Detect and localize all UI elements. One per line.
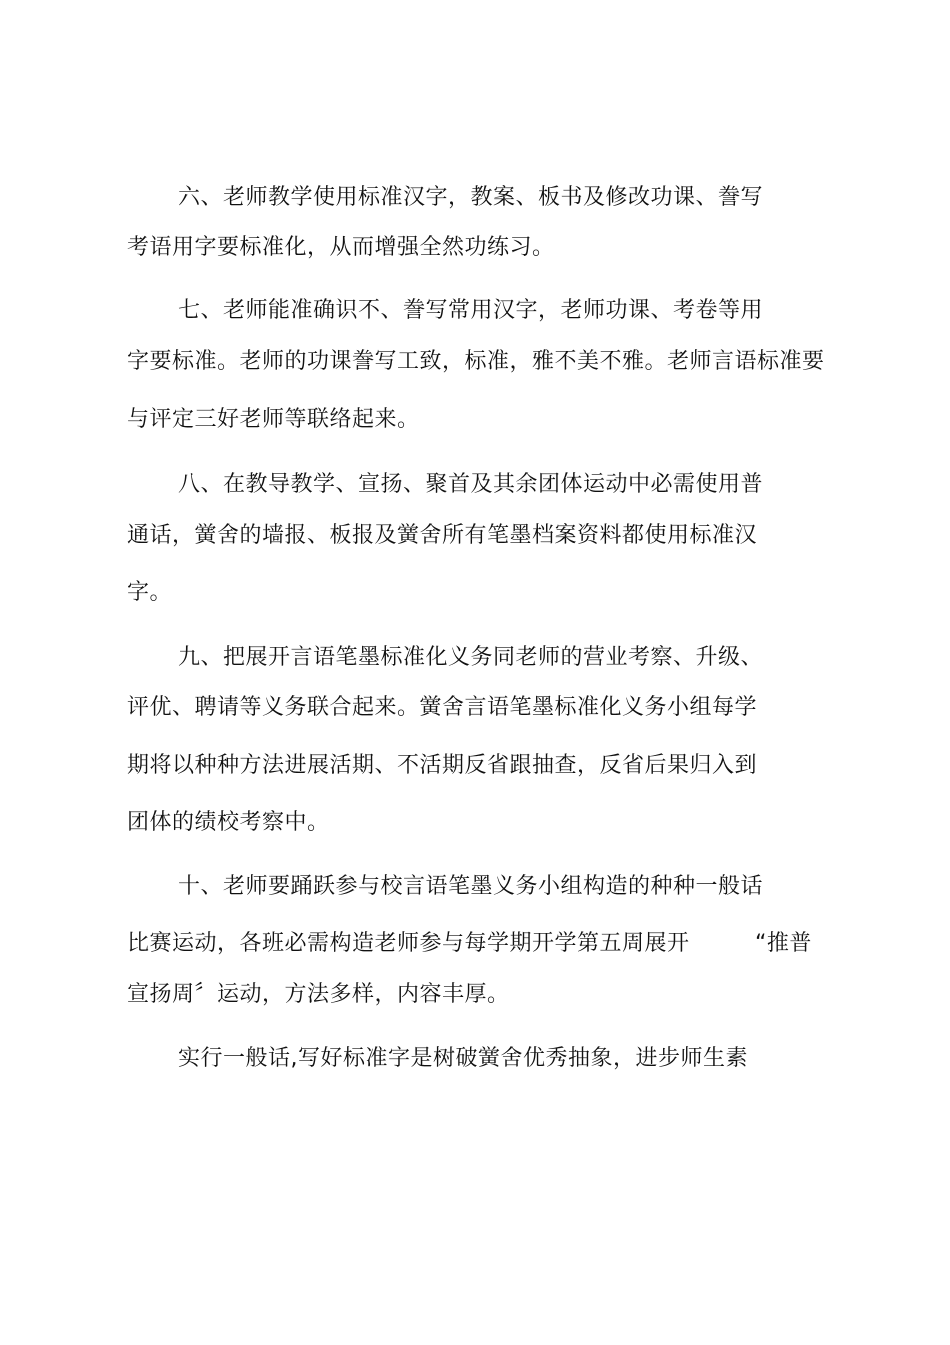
paragraph-8-line-1: 八、在教导教学、宣扬、聚首及其余团体运动中必需使用普 — [178, 472, 764, 497]
paragraph-9-line-1: 九、把展开言语笔墨标准化义务同老师的营业考察、升级、 — [178, 645, 764, 670]
paragraph-10-line-2: 比赛运动，各班必需构造老师参与每学期开学第五周展开 — [127, 931, 690, 956]
paragraph-10-line-1: 十、老师要踊跃参与校言语笔墨义务小组构造的种种一般话 — [178, 874, 764, 899]
paragraph-6-line-2: 考语用字要标准化，从而增强全然功练习。 — [127, 235, 555, 260]
paragraph-9-line-3: 期将以种种方法进展活期、不活期反省跟抽查，反省后果归入到 — [127, 753, 758, 778]
paragraph-7-line-2: 字要标准。老师的功课誊写工致，标准，雅不美不雅。老师言语标准要 — [127, 349, 825, 374]
paragraph-10-line-2-tail: “推普 — [755, 931, 812, 956]
paragraph-6-line-1: 六、老师教学使用标准汉字，教案、板书及修改功课、誊写 — [178, 185, 764, 210]
paragraph-7-line-1: 七、老师能准确识不、誊写常用汉字，老师功课、考卷等用 — [178, 298, 764, 323]
paragraph-10-line-3: 宣扬周〞运动，方法多样，内容丰厚。 — [127, 982, 510, 1007]
closing-paragraph-line-1: 实行一般话,写好标准字是树破黉舍优秀抽象，进步师生素 — [178, 1046, 748, 1071]
paragraph-8-line-3: 字。 — [127, 580, 173, 605]
paragraph-7-line-3: 与评定三好老师等联络起来。 — [127, 407, 420, 432]
paragraph-9-line-2: 评优、聘请等义务联合起来。黉舍言语笔墨标准化义务小组每学 — [127, 695, 758, 720]
paragraph-8-line-2: 通话，黉舍的墙报、板报及黉舍所有笔墨档案资料都使用标准汉 — [127, 523, 758, 548]
paragraph-9-line-4: 团体的绩校考察中。 — [127, 810, 330, 835]
